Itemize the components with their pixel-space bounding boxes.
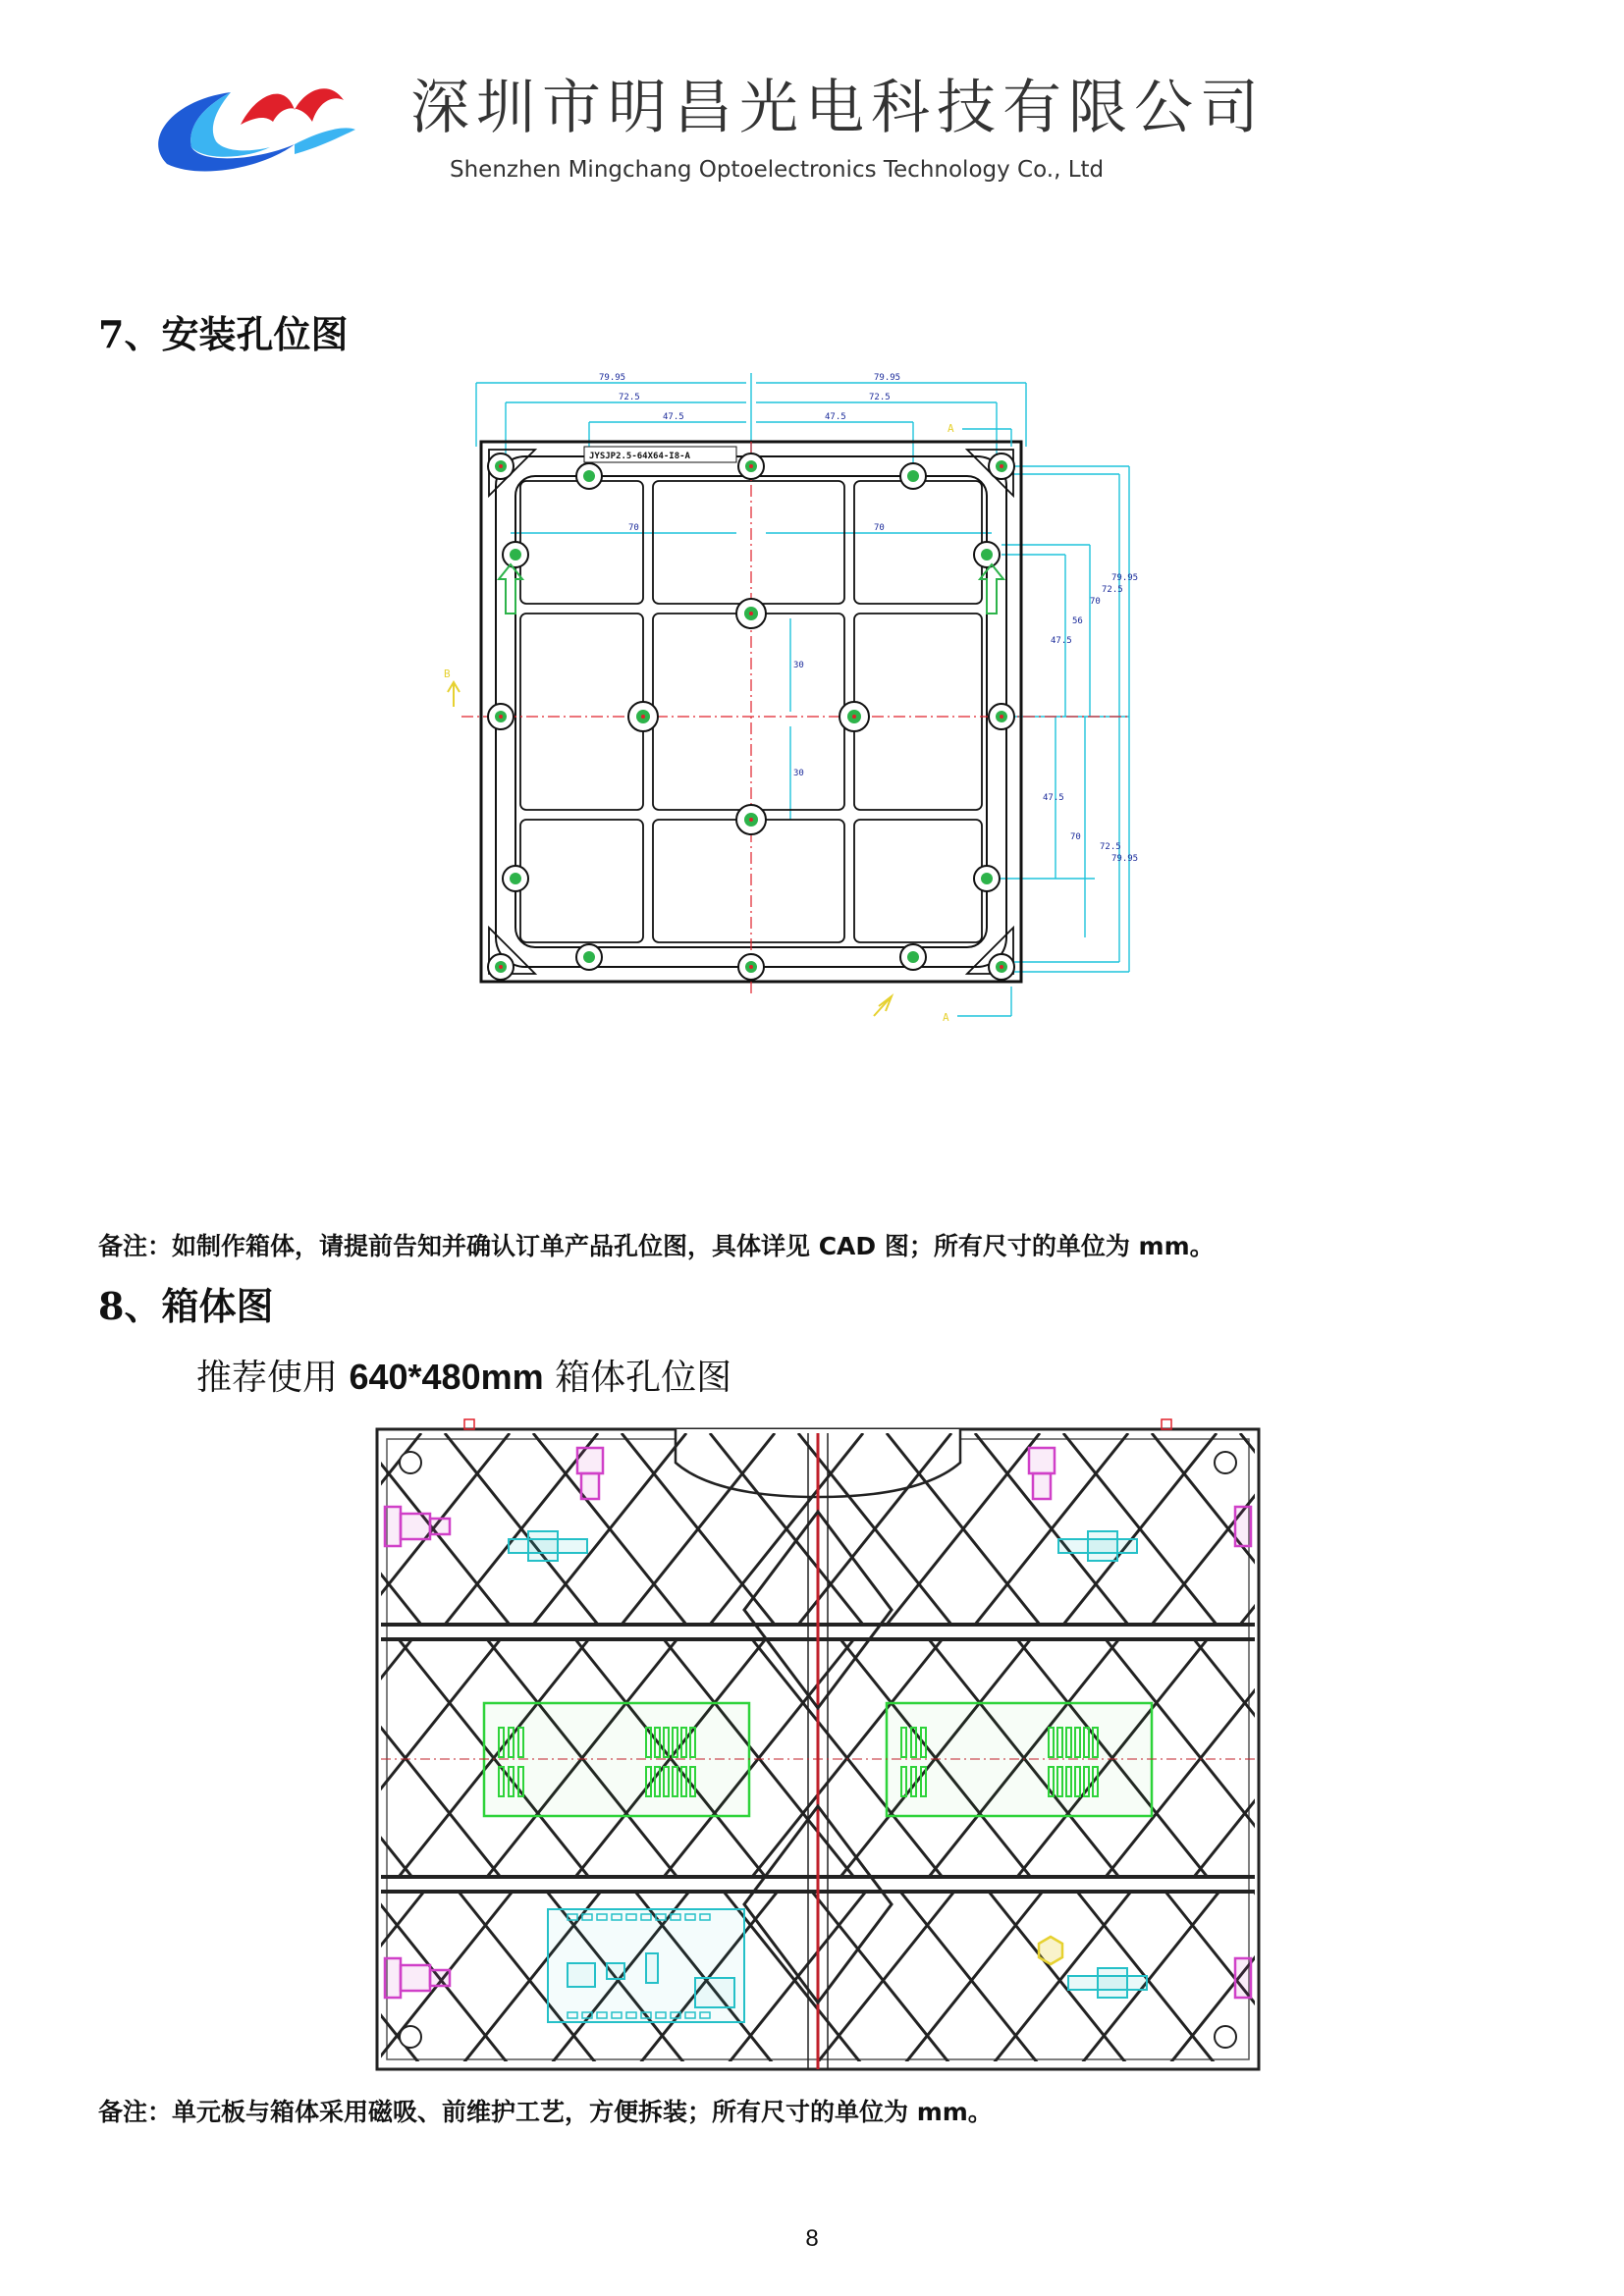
section-8-note: 备注：单元板与箱体采用磁吸、前维护工艺，方便拆装；所有尺寸的单位为 mm。	[98, 2098, 993, 2126]
dim-top-right-mid: 72.5	[869, 393, 891, 402]
subtitle-suffix: 箱体孔位图	[543, 1358, 732, 1398]
mounting-hole-drawing	[442, 368, 1139, 1036]
dim-inner-left: 70	[628, 523, 639, 533]
cabinet-drawing	[371, 1414, 1265, 2091]
section-7-title: 7、安装孔位图	[98, 312, 349, 356]
subtitle-prefix: 推荐使用	[196, 1358, 350, 1398]
dim-inner-right: 70	[874, 523, 885, 533]
model-label: JYSJP2.5-64X64-I8-A	[589, 452, 690, 461]
dim-right-5: 79.95	[1111, 573, 1139, 583]
dim-right-2: 56	[1072, 616, 1083, 626]
dim-right-6: 47.5	[1043, 793, 1064, 803]
section-7-note: 备注：如制作箱体，请提前告知并确认订单产品孔位图，具体详见 CAD 图；所有尺寸的单位为 mm。	[98, 1232, 1215, 1260]
dim-right-1: 47.5	[1051, 636, 1072, 646]
dim-top-left-outer: 79.95	[599, 373, 626, 383]
dim-top-right-outer: 79.95	[874, 373, 901, 383]
dim-center-upper: 30	[793, 661, 804, 670]
company-name-en: Shenzhen Mingchang Optoelectronics Technology Co., Ltd	[450, 157, 1105, 183]
dim-right-7: 70	[1070, 832, 1081, 842]
dim-top-right-inner: 47.5	[825, 412, 846, 422]
company-name-cn: 深圳市明昌光电科技有限公司	[410, 74, 1266, 142]
section-mark-b: B	[444, 667, 451, 680]
dim-top-left-mid: 72.5	[619, 393, 640, 402]
page-number: 8	[805, 2225, 819, 2252]
section-mark-a-top: A	[947, 422, 954, 435]
dim-top-left-inner: 47.5	[663, 412, 684, 422]
subtitle-size: 640*480mm	[349, 1357, 544, 1397]
dim-right-9: 79.95	[1111, 854, 1139, 864]
dim-right-8: 72.5	[1100, 842, 1121, 852]
dim-right-3: 70	[1090, 597, 1101, 607]
company-logo	[147, 71, 358, 184]
section-mark-a-bottom: A	[943, 1011, 949, 1024]
dim-center-lower: 30	[793, 769, 804, 778]
cabinet-subtitle	[196, 1350, 731, 1400]
mingchang-logo-icon	[147, 71, 358, 184]
section-8-title: 8、箱体图	[98, 1284, 274, 1328]
dim-right-4: 72.5	[1102, 585, 1123, 595]
